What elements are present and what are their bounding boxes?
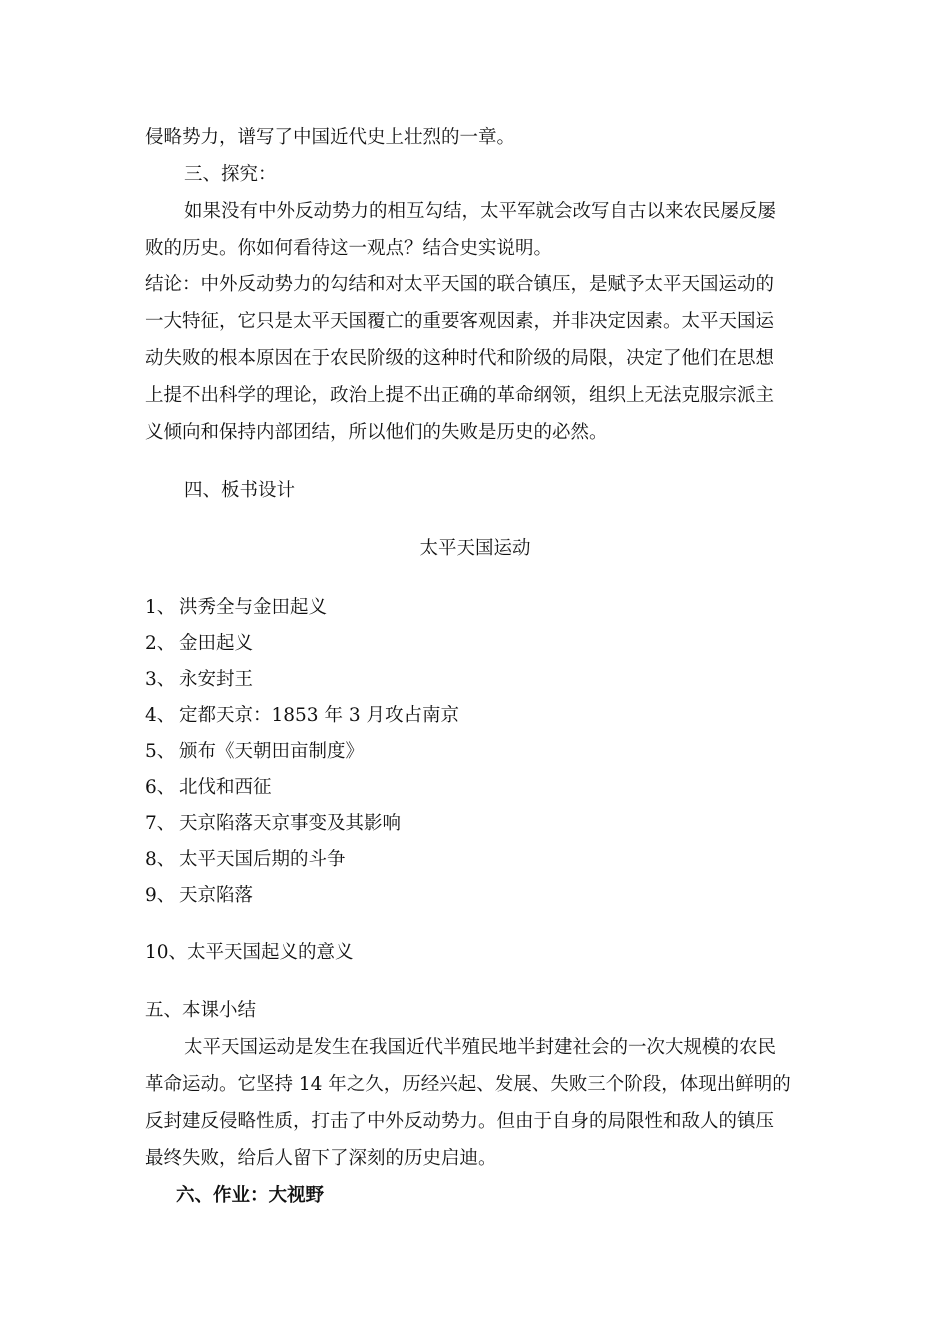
outline-text: 定都天京：1853 年 3 月攻占南京 (179, 705, 459, 726)
outline-item (145, 884, 253, 908)
outline-text: 洪秀全与金田起义 (179, 597, 328, 618)
conclusion-line: 一大特征，它只是太平天国覆亡的重要客观因素，并非决定因素。太平天国运 (145, 311, 775, 332)
outline-text: 北伐和西征 (179, 777, 272, 798)
board-title: 太平天国运动 (419, 538, 531, 559)
outline-text: 太平天国起义的意义 (187, 942, 354, 963)
outline-text: 天京陷落天京事变及其影响 (179, 813, 402, 834)
conclusion-line: 上提不出科学的理论，政治上提不出正确的革命纲领，组织上无法克服宗派主 (145, 385, 775, 406)
outline-item (145, 596, 327, 620)
outline-number: 9、 (145, 885, 176, 906)
outline-number: 10、 (145, 942, 188, 963)
conclusion-line: 义倾向和保持内部团结，所以他们的失败是历史的必然。 (145, 422, 608, 443)
outline-number: 4、 (145, 705, 176, 726)
section-heading-homework: 六、作业：大视野 (176, 1185, 325, 1206)
outline-text: 天京陷落 (179, 885, 254, 906)
outline-number: 7、 (145, 813, 176, 834)
outline-item (145, 848, 346, 872)
outline-item (145, 941, 354, 965)
outline-number: 3、 (145, 669, 176, 690)
outline-number: 2、 (145, 633, 176, 654)
outline-text: 太平天国后期的斗争 (179, 849, 346, 870)
outline-number: 8、 (145, 849, 176, 870)
outline-item (145, 704, 459, 728)
summary-line: 太平天国运动是发生在我国近代半殖民地半封建社会的一次大规模的农民 (184, 1037, 777, 1058)
section-heading-board-design: 四、板书设计 (184, 480, 296, 501)
paragraph-line: 如果没有中外反动势力的相互勾结，太平军就会改写自古以来农民屡反屡 (184, 201, 777, 222)
outline-item (145, 632, 253, 656)
summary-line: 革命运动。它坚持 14 年之久，历经兴起、发展、失败三个阶段，体现出鲜明的 (145, 1074, 791, 1095)
conclusion-line: 动失败的根本原因在于农民阶级的这种时代和阶级的局限，决定了他们在思想 (145, 348, 775, 369)
summary-line: 最终失败，给后人留下了深刻的历史启迪。 (145, 1148, 497, 1169)
paragraph-line: 侵略势力，谱写了中国近代史上壮烈的一章。 (145, 127, 516, 148)
paragraph-line: 败的历史。你如何看待这一观点？结合史实说明。 (145, 238, 553, 259)
section-heading-explore: 三、探究： (184, 164, 277, 185)
conclusion-line: 结论：中外反动势力的勾结和对太平天国的联合镇压，是赋予太平天国运动的 (145, 274, 775, 295)
outline-item (145, 776, 272, 800)
summary-line: 反封建反侵略性质，打击了中外反动势力。但由于自身的局限性和敌人的镇压 (145, 1111, 775, 1132)
outline-text: 金田起义 (179, 633, 254, 654)
outline-item (145, 740, 364, 764)
outline-item (145, 812, 401, 836)
outline-number: 1、 (145, 597, 176, 618)
outline-number: 6、 (145, 777, 176, 798)
outline-text: 永安封王 (179, 669, 254, 690)
section-heading-summary: 五、本课小结 (145, 1000, 257, 1021)
outline-text: 颁布《天朝田亩制度》 (179, 741, 365, 762)
outline-number: 5、 (145, 741, 176, 762)
outline-item (145, 668, 253, 692)
